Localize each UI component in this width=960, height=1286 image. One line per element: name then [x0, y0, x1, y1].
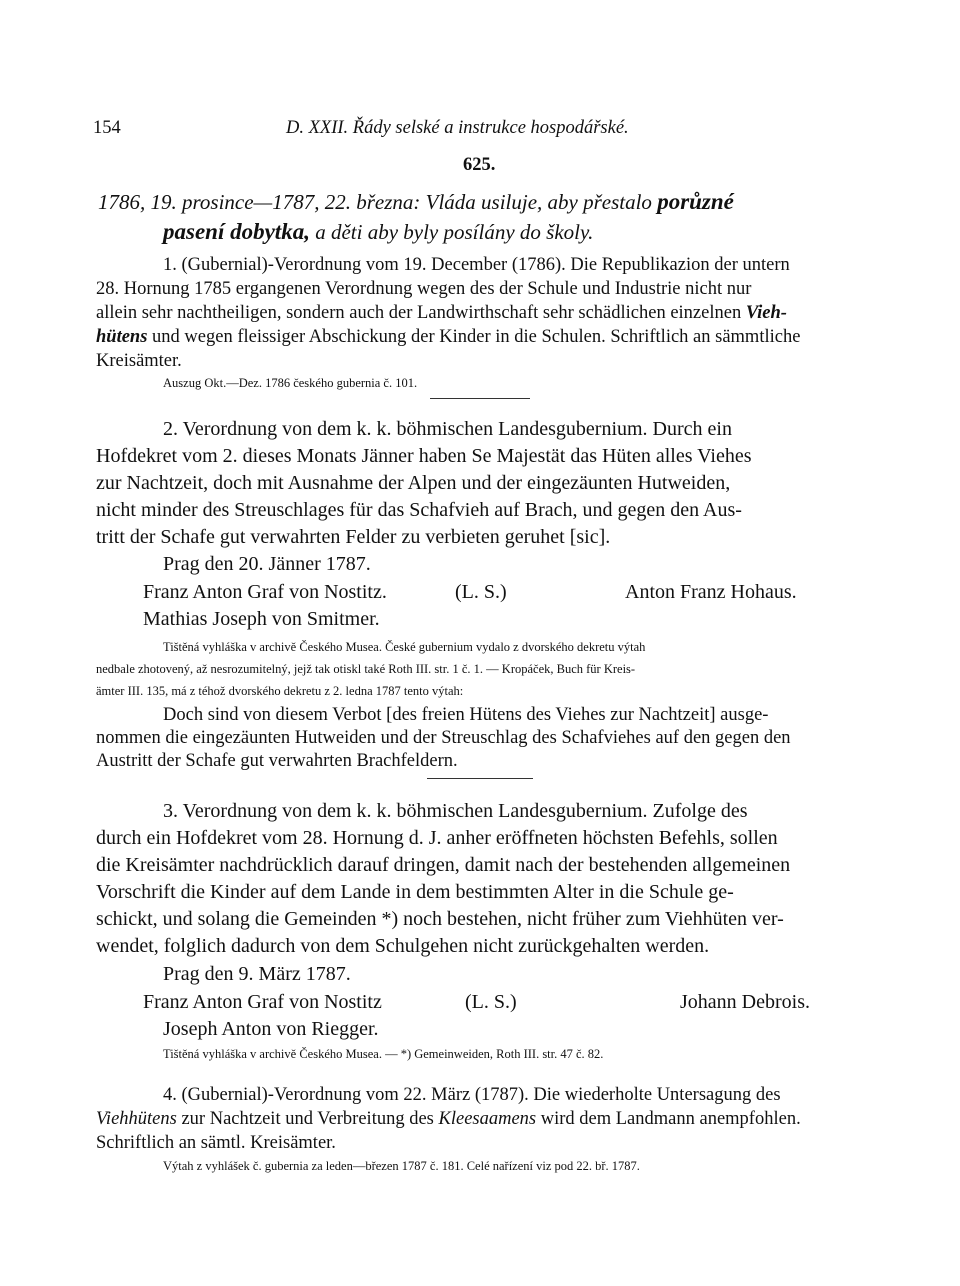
section-2-quote: nommen die eingezäunten Hutweiden und der Streuschlag des Schafviehes auf den gegen den [96, 728, 791, 748]
section-4-line [96, 1106, 801, 1132]
section-2-line: nicht minder des Streuschlages für das Schafvieh auf Brach, und gegen den Aus- [96, 499, 742, 521]
section-4-emphasis: Viehhütens [96, 1109, 177, 1129]
section-2-date: Prag den 20. Jänner 1787. [163, 553, 371, 575]
running-title: D. XXII. Řády selské a instrukce hospodářské. [286, 118, 629, 138]
section-3-signature: Johann Debrois. [680, 991, 810, 1013]
section-4-line: Schriftlich an sämtl. Kreisämter. [96, 1133, 336, 1153]
section-1-text: allein sehr nachtheiligen, sondern auch der Landwirthschaft sehr schädlichen einzelnen [96, 303, 742, 323]
section-3-note: Tištěná vyhláška v archivě Českého Musea. — *) Gemeinweiden, Roth III. str. 47 č. 82. [163, 1047, 604, 1061]
section-1-line: 28. Hornung 1785 ergangenen Verordnung wegen des der Schule und Industrie nicht nur [96, 279, 752, 299]
section-2-signature: Mathias Joseph von Smitmer. [143, 608, 380, 630]
section-2-quote: Doch sind von diesem Verbot [des freien Hütens des Viehes zur Nachtzeit] ausge- [163, 705, 769, 725]
section-3-line: Vorschrift die Kinder auf dem Lande in dem bestimmten Alter in die Schule ge- [96, 881, 734, 903]
heading-line-2 [163, 218, 593, 246]
divider [427, 778, 533, 779]
document-number: 625. [463, 155, 496, 175]
divider [430, 398, 530, 399]
section-4-text: zur Nachtzeit und Verbreitung des [181, 1109, 434, 1129]
section-2-signature: Anton Franz Hohaus. [625, 581, 797, 603]
section-2-note: nedbale zhotovený, až nesrozumitelný, jejž tak otiskl také Roth III. str. 1 č. 1. — Kropáček, Buch für Kreis- [96, 662, 636, 676]
section-3-date: Prag den 9. März 1787. [163, 963, 351, 985]
section-3-signature: Franz Anton Graf von Nostitz [143, 991, 382, 1013]
section-2-line: tritt der Schafe gut verwahrten Felder zu verbieten geruhet [sic]. [96, 526, 611, 548]
heading-text: 1786, 19. prosince—1787, 22. března: Vláda usiluje, aby přestalo [98, 190, 652, 214]
section-1-line: 1. (Gubernial)-Verordnung vom 19. December (1786). Die Republikazion der untern [163, 255, 790, 275]
section-4-emphasis: Kleesaamens [438, 1109, 537, 1129]
section-2-note: ämter III. 135, má z téhož dvorského dekretu z 2. ledna 1787 tento výtah: [96, 684, 464, 698]
heading-line-1 [98, 188, 734, 216]
section-3-signature: Joseph Anton von Riegger. [163, 1018, 379, 1040]
section-3-seal: (L. S.) [465, 991, 517, 1013]
section-2-line: Hofdekret vom 2. dieses Monats Jänner haben Se Majestät das Hüten alles Viehes [96, 445, 752, 467]
section-1-emphasis: Vieh- [745, 303, 787, 323]
section-3-line: durch ein Hofdekret vom 28. Hornung d. J. anher eröffneten höchsten Befehls, sollen [96, 827, 778, 849]
section-2-signature: Franz Anton Graf von Nostitz. [143, 581, 387, 603]
section-4-text: wird dem Landmann anempfohlen. [540, 1109, 801, 1129]
section-4-line: 4. (Gubernial)-Verordnung vom 22. März (1787). Die wiederholte Untersagung des [163, 1085, 781, 1105]
section-2-line: zur Nachtzeit, doch mit Ausnahme der Alpen und der eingezäunten Hutweiden, [96, 472, 731, 494]
page-number: 154 [93, 118, 121, 138]
section-2-note: Tištěná vyhláška v archivě Českého Musea. České gubernium vydalo z dvorského dekretu výtah [163, 640, 646, 654]
heading-emphasis: porůzné [657, 189, 734, 214]
section-1-text: und wegen fleissiger Abschickung der Kinder in die Schulen. Schriftlich an sämmtliche [152, 327, 801, 347]
section-2-line: 2. Verordnung von dem k. k. böhmischen Landesgubernium. Durch ein [163, 418, 732, 440]
section-2-quote: Austritt der Schafe gut verwahrten Brachfeldern. [96, 751, 458, 771]
heading-text: a děti aby byly posílány do školy. [315, 220, 594, 244]
section-3-line: die Kreisämter nachdrücklich darauf dringen, damit nach der bestehenden allgemeinen [96, 854, 791, 876]
section-3-line: schickt, und solang die Gemeinden *) noch bestehen, nicht früher zum Viehhüten ver- [96, 908, 784, 930]
section-3-line: wendet, folglich dadurch von dem Schulgehen nicht zurückgehalten werden. [96, 935, 710, 957]
section-2-seal: (L. S.) [455, 581, 507, 603]
section-3-line: 3. Verordnung von dem k. k. böhmischen Landesgubernium. Zufolge des [163, 800, 748, 822]
section-1-line [96, 324, 800, 350]
heading-emphasis: pasení dobytka, [163, 219, 310, 244]
section-1-source-note: Auszug Okt.—Dez. 1786 českého gubernia č. 101. [163, 376, 418, 390]
section-4-source-note: Výtah z vyhlášek č. gubernia za leden—březen 1787 č. 181. Celé nařízení viz pod 22. bř. 1787. [163, 1159, 640, 1173]
section-1-line [96, 300, 787, 326]
section-1-line: Kreisämter. [96, 351, 182, 371]
section-1-emphasis: hütens [96, 327, 148, 347]
